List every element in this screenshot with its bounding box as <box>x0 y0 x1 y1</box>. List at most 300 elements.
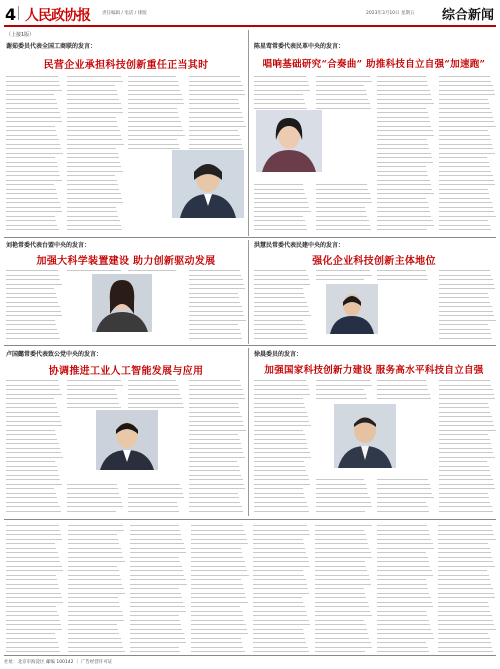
text-line <box>189 457 245 458</box>
text-line <box>377 202 428 203</box>
text-line <box>128 497 184 498</box>
text-line <box>6 380 58 381</box>
text-line <box>439 412 491 413</box>
text-line <box>191 615 243 616</box>
text-line <box>438 548 489 549</box>
text-line <box>439 284 494 285</box>
article-headline: 协调推进工业人工智能发展与应用 <box>48 366 204 377</box>
text-line <box>315 597 367 598</box>
text-line <box>191 651 244 652</box>
text-line <box>254 81 308 82</box>
text-line <box>377 584 427 585</box>
text-line <box>377 561 430 562</box>
text-line <box>189 502 240 503</box>
article-headline: 加强大科学装置建设 助力创新驱动发展 <box>36 256 216 267</box>
text-line <box>377 103 434 104</box>
text-line <box>254 207 309 208</box>
text-line <box>439 184 496 185</box>
text-line <box>254 103 305 104</box>
text-line <box>128 511 179 512</box>
text-line <box>377 511 429 512</box>
text-line <box>254 398 303 399</box>
text-line <box>6 412 58 413</box>
text-line <box>439 403 488 404</box>
speaker-photo <box>92 274 152 332</box>
text-line <box>189 493 238 494</box>
text-line <box>68 620 124 621</box>
text-line <box>189 389 243 390</box>
text-line <box>67 157 119 158</box>
text-line <box>67 270 121 271</box>
text-line <box>439 126 496 127</box>
text-line <box>191 566 246 567</box>
text-line <box>189 279 243 280</box>
text-line <box>128 135 185 136</box>
text-line <box>68 566 118 567</box>
text-line <box>254 211 311 212</box>
text-line <box>189 112 242 113</box>
text-line <box>254 389 309 390</box>
text-line <box>6 220 56 221</box>
text-line <box>438 602 488 603</box>
row-divider <box>4 519 496 520</box>
text-line <box>189 76 240 77</box>
text-line <box>130 611 186 612</box>
text-line <box>439 434 489 435</box>
text-line <box>377 184 431 185</box>
text-line <box>6 593 61 594</box>
text-line <box>439 385 492 386</box>
text-line <box>254 502 307 503</box>
text-line <box>67 94 118 95</box>
masthead <box>0 0 500 26</box>
text-line <box>439 484 494 485</box>
text-line <box>253 543 304 544</box>
text-line <box>254 425 311 426</box>
text-line <box>6 475 59 476</box>
text-line <box>189 421 243 422</box>
text-line <box>189 284 244 285</box>
article-headline: 民营企业承担科技创新重任正当其时 <box>43 60 209 71</box>
text-line <box>254 394 310 395</box>
text-line <box>130 597 183 598</box>
text-line <box>67 389 115 390</box>
text-line <box>253 561 309 562</box>
text-line <box>377 642 427 643</box>
text-line <box>438 561 493 562</box>
article-source: 谢茹委员代表全国工商联的发言： <box>6 43 97 50</box>
text-line <box>68 615 123 616</box>
text-line <box>316 229 372 230</box>
text-line <box>6 579 57 580</box>
text-line <box>253 530 309 531</box>
text-line <box>254 297 305 298</box>
text-line <box>67 202 123 203</box>
text-line <box>67 394 117 395</box>
text-line <box>67 180 117 181</box>
text-line <box>377 279 428 280</box>
text-line <box>254 279 309 280</box>
text-line <box>68 611 122 612</box>
text-line <box>439 229 491 230</box>
text-line <box>254 225 306 226</box>
text-line <box>316 220 369 221</box>
text-line <box>6 288 54 289</box>
text-line <box>6 166 58 167</box>
text-line <box>316 211 367 212</box>
text-line <box>6 647 59 648</box>
text-line <box>439 175 493 176</box>
text-line <box>439 220 489 221</box>
text-line <box>439 443 491 444</box>
text-line <box>377 135 434 136</box>
text-line <box>254 216 303 217</box>
text-line <box>6 311 61 312</box>
text-line <box>67 76 121 77</box>
text-line <box>189 448 242 449</box>
text-line <box>191 588 244 589</box>
text-line <box>191 561 244 562</box>
text-line <box>6 189 56 190</box>
text-line <box>253 584 307 585</box>
footer-rule <box>4 655 496 656</box>
text-line <box>6 162 57 163</box>
text-line <box>316 385 372 386</box>
text-line <box>438 633 488 634</box>
text-line <box>315 530 365 531</box>
text-line <box>189 144 242 145</box>
text-line <box>189 148 243 149</box>
text-line <box>439 166 490 167</box>
text-line <box>67 171 123 172</box>
text-line <box>315 557 372 558</box>
text-line <box>316 193 370 194</box>
text-line <box>439 108 491 109</box>
text-line <box>191 624 245 625</box>
text-line <box>6 394 62 395</box>
text-line <box>377 638 434 639</box>
text-line <box>315 633 368 634</box>
text-line <box>439 193 490 194</box>
text-line <box>377 229 427 230</box>
text-line <box>189 275 241 276</box>
text-line <box>316 184 367 185</box>
text-line <box>130 638 186 639</box>
text-line <box>377 539 432 540</box>
text-line <box>438 638 489 639</box>
text-line <box>377 394 430 395</box>
text-line <box>67 488 118 489</box>
text-line <box>189 407 239 408</box>
text-line <box>315 552 371 553</box>
text-line <box>189 425 244 426</box>
text-line <box>189 139 241 140</box>
text-line <box>253 539 303 540</box>
text-line <box>315 624 366 625</box>
text-line <box>191 633 248 634</box>
text-line <box>438 611 490 612</box>
text-line <box>439 380 490 381</box>
text-line <box>439 430 496 431</box>
text-line <box>6 153 63 154</box>
text-line <box>377 180 430 181</box>
text-line <box>438 606 489 607</box>
text-line <box>377 602 433 603</box>
text-line <box>6 470 58 471</box>
text-line <box>191 606 240 607</box>
text-line <box>67 144 124 145</box>
text-line <box>67 108 122 109</box>
text-line <box>6 561 60 562</box>
text-line <box>6 338 60 339</box>
article-headline: 唱响基础研究“合奏曲” 助推科技自立自强“加速跑” <box>262 59 486 70</box>
text-line <box>6 385 59 386</box>
text-line <box>253 638 305 639</box>
text-line <box>254 193 305 194</box>
text-line <box>6 484 62 485</box>
text-line <box>189 338 242 339</box>
text-line <box>439 338 493 339</box>
text-line <box>189 311 243 312</box>
text-line <box>6 229 59 230</box>
text-line <box>191 579 241 580</box>
text-line <box>316 506 373 507</box>
text-line <box>377 588 429 589</box>
text-line <box>439 90 494 91</box>
text-line <box>377 479 428 480</box>
text-line <box>254 315 311 316</box>
speaker-photo <box>256 110 322 172</box>
text-line <box>191 525 243 526</box>
article-source: 徐晨委员的发言： <box>254 351 303 358</box>
text-line <box>68 588 124 589</box>
text-line <box>6 108 58 109</box>
text-line <box>254 407 305 408</box>
text-line <box>377 389 428 390</box>
text-line <box>191 543 248 544</box>
text-line <box>254 311 309 312</box>
text-line <box>6 557 59 558</box>
text-line <box>128 130 183 131</box>
text-line <box>316 279 365 280</box>
text-line <box>439 461 488 462</box>
text-line <box>438 543 488 544</box>
text-line <box>67 385 123 386</box>
text-line <box>253 606 305 607</box>
text-line <box>439 76 490 77</box>
text-line <box>6 479 60 480</box>
text-line <box>191 575 248 576</box>
text-line <box>439 216 496 217</box>
text-line <box>189 416 242 417</box>
text-line <box>6 139 59 140</box>
text-line <box>191 620 244 621</box>
text-line <box>377 593 430 594</box>
text-line <box>130 566 182 567</box>
text-line <box>377 615 428 616</box>
text-line <box>68 633 120 634</box>
text-line <box>253 588 308 589</box>
text-line <box>6 461 55 462</box>
text-line <box>315 615 372 616</box>
text-line <box>316 398 367 399</box>
text-line <box>67 193 121 194</box>
text-line <box>315 570 368 571</box>
text-line <box>189 385 241 386</box>
text-line <box>439 466 489 467</box>
text-line <box>316 189 369 190</box>
text-line <box>6 642 58 643</box>
text-line <box>377 579 426 580</box>
text-line <box>128 121 181 122</box>
text-line <box>377 225 434 226</box>
text-line <box>189 108 240 109</box>
text-line <box>130 539 183 540</box>
column-divider <box>248 348 249 516</box>
text-line <box>377 570 432 571</box>
text-line <box>377 552 427 553</box>
continued-kicker: （上接1版） <box>6 32 35 38</box>
text-line <box>377 220 433 221</box>
text-line <box>189 320 246 321</box>
text-line <box>128 103 184 104</box>
text-line <box>438 575 488 576</box>
text-line <box>254 184 303 185</box>
text-line <box>6 502 58 503</box>
text-line <box>67 103 121 104</box>
text-line <box>6 207 61 208</box>
text-line <box>253 525 307 526</box>
text-line <box>6 121 62 122</box>
text-line <box>67 220 120 221</box>
page-number: 4 <box>5 5 17 24</box>
text-line <box>254 320 303 321</box>
text-line <box>189 497 239 498</box>
text-line <box>439 416 492 417</box>
text-line <box>254 275 308 276</box>
text-line <box>6 329 57 330</box>
text-line <box>68 570 119 571</box>
text-line <box>438 525 491 526</box>
text-line <box>128 90 180 91</box>
text-line <box>438 620 493 621</box>
text-line <box>67 162 120 163</box>
text-line <box>377 85 428 86</box>
text-line <box>189 99 238 100</box>
text-line <box>377 497 434 498</box>
text-line <box>128 484 180 485</box>
text-line <box>6 297 57 298</box>
text-line <box>254 430 303 431</box>
text-line <box>128 81 178 82</box>
text-line <box>254 412 307 413</box>
text-line <box>439 324 489 325</box>
speaker-photo <box>172 150 244 218</box>
text-line <box>189 85 243 86</box>
text-line <box>254 220 305 221</box>
text-line <box>6 126 55 127</box>
text-line <box>439 225 490 226</box>
text-line <box>130 647 180 648</box>
text-line <box>128 488 182 489</box>
text-line <box>439 493 488 494</box>
text-line <box>316 488 367 489</box>
text-line <box>67 506 123 507</box>
text-line <box>253 570 303 571</box>
text-line <box>6 497 57 498</box>
text-line <box>438 557 492 558</box>
text-line <box>439 333 491 334</box>
text-line <box>6 184 54 185</box>
continuation-text <box>6 523 496 653</box>
text-line <box>254 484 310 485</box>
text-line <box>68 647 124 648</box>
text-line <box>130 579 186 580</box>
text-line <box>130 575 185 576</box>
text-line <box>315 588 364 589</box>
text-line <box>191 638 241 639</box>
text-line <box>438 647 492 648</box>
text-line <box>191 552 242 553</box>
text-line <box>315 566 366 567</box>
text-line <box>128 385 178 386</box>
text-line <box>189 81 241 82</box>
text-line <box>6 443 59 444</box>
text-line <box>68 539 118 540</box>
text-line <box>68 642 122 643</box>
text-line <box>316 99 369 100</box>
text-line <box>68 606 121 607</box>
text-line <box>254 90 310 91</box>
text-line <box>254 329 306 330</box>
text-line <box>189 443 241 444</box>
text-line <box>68 548 121 549</box>
text-line <box>67 139 122 140</box>
text-line <box>67 403 119 404</box>
text-line <box>6 606 56 607</box>
text-line <box>6 389 60 390</box>
text-line <box>130 543 184 544</box>
text-line <box>315 620 365 621</box>
text-line <box>377 198 426 199</box>
text-line <box>189 324 238 325</box>
text-line <box>254 288 303 289</box>
text-line <box>6 448 60 449</box>
text-line <box>315 642 371 643</box>
text-line <box>6 144 60 145</box>
text-line <box>6 548 56 549</box>
text-line <box>439 288 496 289</box>
text-line <box>128 126 182 127</box>
text-line <box>439 297 490 298</box>
text-line <box>6 570 63 571</box>
text-line <box>189 479 243 480</box>
text-line <box>67 502 122 503</box>
text-line <box>253 552 306 553</box>
text-line <box>189 297 239 298</box>
text-line <box>189 475 241 476</box>
text-line <box>377 624 430 625</box>
text-line <box>128 380 176 381</box>
text-line <box>377 611 427 612</box>
text-line <box>189 94 245 95</box>
text-line <box>68 602 119 603</box>
text-line <box>191 570 247 571</box>
text-line <box>439 479 493 480</box>
text-line <box>254 94 303 95</box>
issue-date: 2023年3月10日 星期五 <box>366 11 415 16</box>
text-line <box>254 229 307 230</box>
